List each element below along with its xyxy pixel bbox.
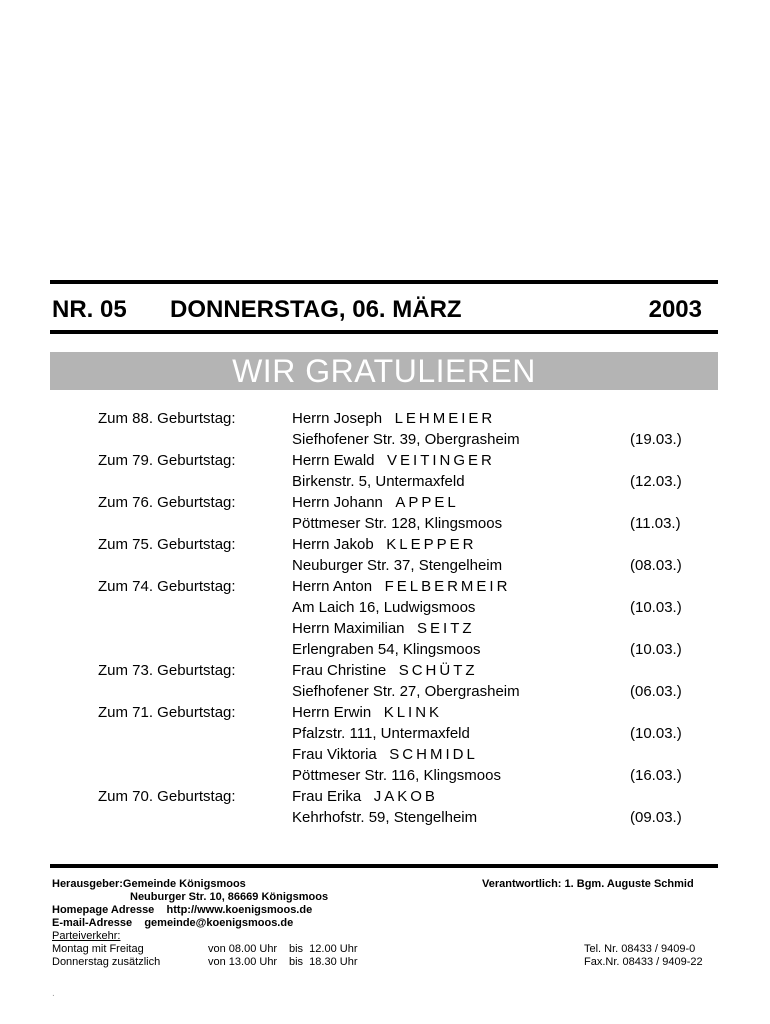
surname: SCHÜTZ	[398, 662, 478, 679]
hours-to-1: bis 12.00 Uhr	[289, 943, 358, 955]
publisher-line	[52, 878, 246, 891]
salutation: Herrn Joseph	[292, 410, 383, 427]
hours-days-2: Donnerstag zusätzlich	[52, 956, 161, 968]
address: Erlengraben 54, Klingsmoos	[292, 641, 481, 658]
salutation: Herrn Erwin	[292, 704, 372, 721]
responsible-line: Verantwortlich: 1. Bgm. Auguste Schmid	[482, 878, 694, 890]
birthday-date: (16.03.)	[630, 767, 682, 784]
birthday-date: (06.03.)	[630, 683, 682, 700]
entry-address-line	[0, 471, 770, 492]
entry-name-line	[0, 534, 770, 555]
homepage-label: Homepage Adresse	[52, 904, 155, 916]
hours-to-2: bis 18.30 Uhr	[289, 956, 358, 968]
masthead-top-rule	[50, 280, 718, 284]
entry-address-line	[0, 639, 770, 660]
entry-address-line	[0, 681, 770, 702]
section-banner: WIR GRATULIEREN	[50, 352, 718, 390]
salutation: Herrn Maximilian	[292, 620, 405, 637]
surname: JAKOB	[373, 788, 438, 805]
homepage-link[interactable]: http://www.koenigsmoos.de	[166, 904, 313, 916]
entry-address-line	[0, 429, 770, 450]
hours-days-1: Montag mit Freitag	[52, 943, 144, 955]
occasion-label: Zum 74. Geburtstag:	[98, 578, 236, 595]
phone-number: Tel. Nr. 08433 / 9409-0	[584, 943, 696, 955]
salutation: Frau Christine	[292, 662, 387, 679]
entry-address-line	[0, 765, 770, 786]
entry-name-line	[0, 492, 770, 513]
surname: LEHMEIER	[394, 410, 496, 427]
entry-name-line	[0, 450, 770, 471]
entry-name-line	[0, 702, 770, 723]
address: Pfalzstr. 111, Untermaxfeld	[292, 725, 470, 742]
entry-address-line	[0, 597, 770, 618]
entry-name-line	[0, 408, 770, 429]
entry-name-line	[0, 660, 770, 681]
birthday-date: (10.03.)	[630, 641, 682, 658]
birthday-date: (19.03.)	[630, 431, 682, 448]
masthead-bottom-rule	[50, 330, 718, 334]
person-name	[292, 744, 478, 765]
occasion-label: Zum 73. Geburtstag:	[98, 662, 236, 679]
address: Neuburger Str. 37, Stengelheim	[292, 557, 503, 574]
salutation: Herrn Anton	[292, 578, 373, 595]
occasion-label: Zum 76. Geburtstag:	[98, 494, 236, 511]
address: Siefhofener Str. 39, Obergrasheim	[292, 431, 520, 448]
address: Birkenstr. 5, Untermaxfeld	[292, 473, 465, 490]
birthday-date: (10.03.)	[630, 599, 682, 616]
address: Pöttmeser Str. 116, Klingsmoos	[292, 767, 501, 784]
birthday-date: (12.03.)	[630, 473, 682, 490]
person-name	[292, 618, 475, 639]
occasion-label: Zum 79. Geburtstag:	[98, 452, 236, 469]
email-label: E-mail-Adresse	[52, 917, 133, 929]
birthday-date: (09.03.)	[630, 809, 682, 826]
entry-name-line	[0, 618, 770, 639]
occasion-label: Zum 88. Geburtstag:	[98, 410, 236, 427]
person-name	[292, 702, 442, 723]
issue-year: 2003	[648, 296, 702, 323]
salutation: Frau Viktoria	[292, 746, 377, 763]
publisher-address: Neuburger Str. 10, 86669 Königsmoos	[130, 891, 329, 903]
entry-address-line	[0, 723, 770, 744]
trailing-mark: .	[52, 988, 55, 999]
person-name	[292, 450, 495, 471]
address: Pöttmeser Str. 128, Klingsmoos	[292, 515, 503, 532]
issue-number: NR. 05	[52, 296, 127, 323]
surname: KLINK	[383, 704, 443, 721]
address: Kehrhofstr. 59, Stengelheim	[292, 809, 478, 826]
person-name	[292, 576, 510, 597]
entry-name-line	[0, 786, 770, 807]
footer-top-rule	[50, 864, 718, 868]
surname: APPEL	[395, 494, 459, 511]
birthday-date: (10.03.)	[630, 725, 682, 742]
address: Am Laich 16, Ludwigsmoos	[292, 599, 476, 616]
fax-number: Fax.Nr. 08433 / 9409-22	[584, 956, 703, 968]
salutation: Herrn Ewald	[292, 452, 375, 469]
hours-from-1: von 08.00 Uhr	[208, 943, 278, 955]
salutation: Frau Erika	[292, 788, 362, 805]
email-link[interactable]: gemeinde@koenigsmoos.de	[144, 917, 294, 929]
person-name	[292, 786, 438, 807]
address: Siefhofener Str. 27, Obergrasheim	[292, 683, 520, 700]
person-name	[292, 660, 478, 681]
surname: FELBERMEIR	[384, 578, 511, 595]
person-name	[292, 492, 459, 513]
entry-address-line	[0, 807, 770, 828]
surname: VEITINGER	[387, 452, 495, 469]
salutation: Herrn Johann	[292, 494, 383, 511]
homepage-line	[52, 904, 312, 917]
surname: SCHMIDL	[389, 746, 478, 763]
hours-heading: Parteiverkehr:	[52, 930, 121, 942]
birthday-date: (11.03.)	[630, 515, 681, 532]
occasion-label: Zum 70. Geburtstag:	[98, 788, 236, 805]
surname: KLEPPER	[386, 536, 477, 553]
issue-date: DONNERSTAG, 06. MÄRZ	[170, 296, 462, 323]
masthead	[52, 288, 702, 332]
publisher-name: Gemeinde Königsmoos	[122, 878, 246, 890]
entry-address-line	[0, 513, 770, 534]
entry-name-line	[0, 576, 770, 597]
email-line	[52, 917, 293, 930]
occasion-label: Zum 71. Geburtstag:	[98, 704, 236, 721]
entry-address-line	[0, 555, 770, 576]
occasion-label: Zum 75. Geburtstag:	[98, 536, 236, 553]
entry-name-line	[0, 744, 770, 765]
publisher-label: Herausgeber:	[52, 878, 123, 890]
salutation: Herrn Jakob	[292, 536, 374, 553]
person-name	[292, 408, 495, 429]
person-name	[292, 534, 476, 555]
surname: SEITZ	[417, 620, 475, 637]
birthday-date: (08.03.)	[630, 557, 682, 574]
hours-from-2: von 13.00 Uhr	[208, 956, 278, 968]
